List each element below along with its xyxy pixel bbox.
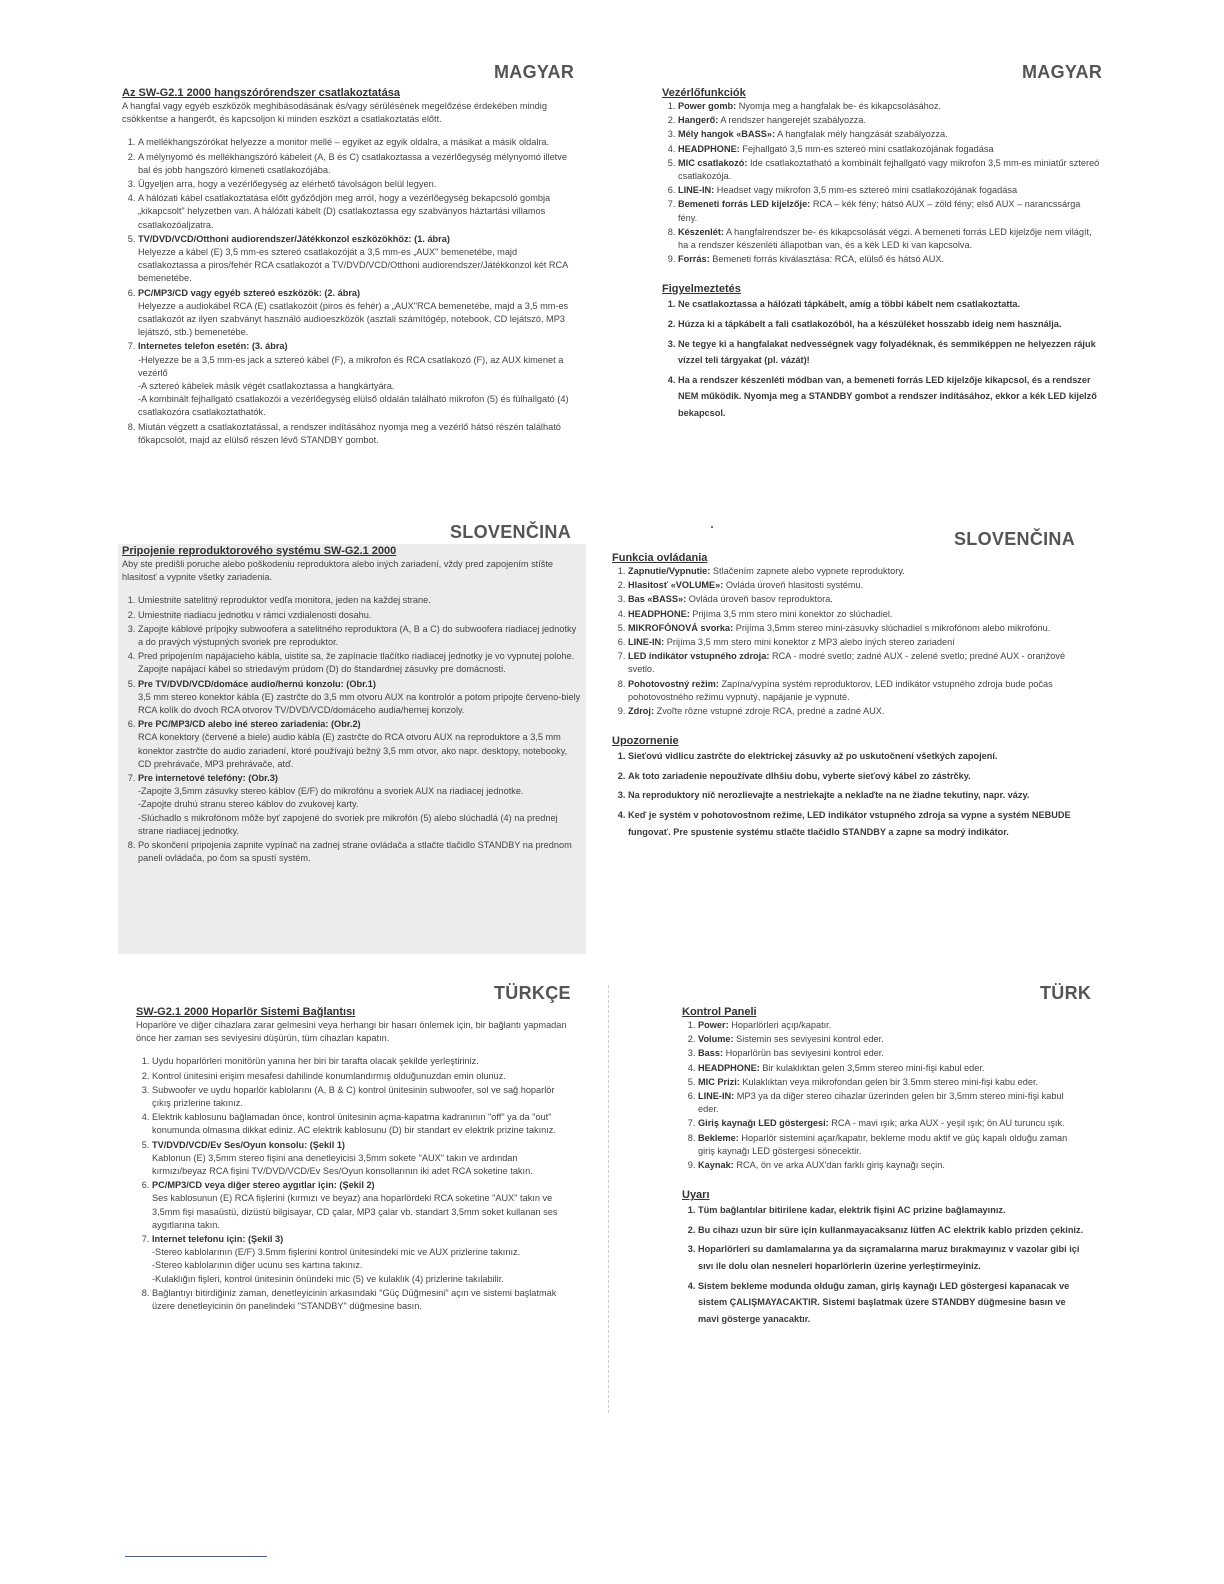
warning-item: 1. Sieťovú vidlicu zastrčte do elektrickej zásuvky až po uskutočnení všetkých zapojení. — [628, 748, 1084, 765]
lang-label-sk-right: SLOVENČINA — [954, 529, 1076, 549]
instruction-title: PC/MP3/CD veya diğer stereo aygıtlar için: (Şekil 2) — [152, 1180, 375, 1191]
instruction-item — [138, 594, 582, 607]
controls-heading: Kontrol Paneli — [682, 1006, 757, 1018]
control-title: Giriş kaynağı LED göstergesi: — [698, 1118, 829, 1129]
control-item — [628, 593, 1084, 606]
instruction-item — [152, 1139, 568, 1179]
warning-item: 4. Ha a rendszer készenléti módban van, a bemeneti forrás LED kijelzője kikapcsol, és a rendszer NEM működik. Nyomja meg a STANDBY gombot a rendszer indításához, ekkor a kék LED kijelző bekapcsol. — [678, 372, 1100, 422]
control-title: Hangerő: — [678, 115, 719, 126]
warning-item: 2. Húzza ki a tápkábelt a fali csatlakozóból, ha a készüléket hosszabb ideig nem használja. — [678, 316, 1100, 333]
instruction-list — [122, 594, 582, 865]
control-text: A rendszer hangerejét szabályozza. — [720, 115, 866, 126]
control-title: Mély hangok «BASS»: — [678, 129, 776, 140]
control-item — [678, 253, 1100, 266]
control-item — [698, 1062, 1086, 1075]
lang-label-hu-left: MAGYAR — [494, 62, 575, 82]
section-hu-controls — [662, 86, 1100, 425]
section-sk-connection — [118, 544, 586, 954]
control-title: Hlasitosť «VOLUME»: — [628, 580, 724, 591]
control-text: Hoparlörleri açıp/kapatır. — [731, 1020, 832, 1030]
control-item — [678, 100, 1100, 113]
control-text: Prijíma 3,5mm stereo mini-zásuvky slúchadiel s mikrofónom alebo mikrofónu. — [735, 622, 1051, 633]
control-title: HEADPHONE: — [628, 608, 690, 619]
control-text: RCA – kék fény; hátsó AUX – zöld fény; első AUX – narancssárga fény. — [678, 199, 1081, 223]
warning-item: 2. Bu cihazı uzun bir süre için kullanmayacaksanız lütfen AC elektrik kablo prizden çekiniz. — [698, 1222, 1086, 1239]
control-title: MIKROFÓNOVÁ svorka: — [628, 622, 734, 633]
control-text: Ovláda úroveň hlasitosti systému. — [725, 580, 864, 591]
lang-label-tr-right: TÜRK — [1040, 983, 1092, 1003]
warning-item: 4. Sistem bekleme modunda olduğu zaman, giriş kaynağı LED göstergesi kapanacak ve sistem ÇALIŞMAYACAKTIR. Sistemi başlatmak üzere STANDBY düğmesine basın ve mavi gösterge yanacaktır. — [698, 1278, 1086, 1328]
control-title: MIC Prizi: — [698, 1076, 740, 1087]
warning-item: 2. Ak toto zariadenie nepoužívate dlhšiu dobu, vyberte sieťový kábel zo zástrčky. — [628, 768, 1084, 785]
control-text: Headset vagy mikrofon 3,5 mm-es sztereó mini csatlakozójának fogadása — [716, 185, 1018, 196]
section-tr-connection — [136, 1005, 568, 1314]
section-hu-connection — [122, 86, 574, 448]
control-text: Sistemin ses seviyesini kontrol eder. — [736, 1034, 884, 1045]
instruction-subitem: -Stereo kablolarının (E/F) 3.5mm fişlerini kontrol ünitesindeki mic ve AUX prizlerine takınız. — [152, 1247, 521, 1258]
instruction-item — [138, 678, 582, 718]
instruction-text: Bağlantıyı bitirdiğiniz zaman, denetleyicinin arkasındaki "Güç Düğmesini" açın ve sistemi başlatmak üzere denetleyicinin ön panelindeki "STANDBY" düğmesine basın. — [152, 1287, 557, 1312]
control-item — [698, 1019, 1086, 1032]
control-text: MP3 ya da diğer stereo cihazlar üzerinden gelen bir 3,5mm stereo mini-fişi kabul eder. — [698, 1091, 1064, 1115]
instruction-title: Pre internetové telefóny: (Obr.3) — [138, 773, 278, 784]
lang-label-sk-left: SLOVENČINA — [450, 522, 572, 542]
instruction-item — [138, 421, 574, 447]
instruction-title: Internet telefonu için: (Şekil 3) — [152, 1234, 284, 1245]
instruction-title: TV/DVD/VCD/Ev Ses/Oyun konsolu: (Şekil 1) — [152, 1139, 345, 1150]
instruction-text: Helyezze a kábel (E) 3,5 mm-es sztereó csatlakozóját a 3,5 mm-es „AUX" bemenetébe, majd csatlakoztassa a piros/fehér RCA csatlakozót a TV/DVD/VCD/Otthoni audiorendszer/Játékkonzol két RCA bemenetébe. — [138, 247, 568, 284]
lang-label-hu-right: MAGYAR — [1022, 62, 1103, 82]
control-title: HEADPHONE: — [698, 1062, 760, 1073]
lang-label-tr-left: TÜRKÇE — [494, 983, 571, 1003]
control-title: Volume: — [698, 1034, 734, 1045]
warning-list — [662, 296, 1100, 421]
control-title: Zdroj: — [628, 706, 655, 717]
instruction-sublist — [152, 1246, 568, 1286]
instruction-subitem: -Slúchadlo s mikrofónom môže byť zapojené do svoriek pre mikrofón (5) alebo slúchadlá (4) na prednej strane riadiacej jednotky. — [138, 812, 558, 836]
instruction-text: Pred pripojením napájacieho kábla, uistite sa, že zapínacie tlačítko riadiacej jednotky je vo vypnutej polohe. Zapojte napájací kábel so striedavým prúdom (D) do štandardnej zásuvky pre domácnosti. — [138, 651, 575, 675]
control-text: RCA - modré svetlo; zadné AUX - zelené svetlo; predné AUX - oranžové svetlo. — [628, 651, 1066, 675]
instruction-item — [152, 1287, 568, 1313]
control-text: Ide csatlakoztatható a kombinált fejhallgató vagy mikrofon 3,5 mm-es miniatűr sztereó csatlakozója. — [678, 157, 1100, 182]
warning-list — [682, 1202, 1086, 1327]
control-text: A hangfalrendszer be- és kikapcsolását végzi. A bemeneti forrás LED kijelzője nem világít, ha a rendszer készenléti állapotban van, és a kék LED ki van kapcsolva. — [678, 226, 1092, 251]
control-title: MIC csatlakozó: — [678, 157, 748, 168]
control-title: Készenlét: — [678, 226, 724, 237]
control-item — [678, 226, 1100, 252]
control-title: LINE-IN: — [678, 185, 715, 196]
section-heading: Pripojenie reproduktorového systému SW-G2.1 2000 — [122, 545, 397, 557]
warning-heading: Figyelmeztetés — [662, 283, 741, 296]
control-title: LED indikátor vstupného zdroja: — [628, 651, 770, 662]
warning-item: 3. Ne tegye ki a hangfalakat nedvességnek vagy folyadéknak, és semmiképpen ne helyezzen rájuk vízzel teli tárgyakat (pl. vázát)! — [678, 336, 1100, 369]
instruction-text: RCA konektory (červené a biele) audio kábla (E) zastrčte do RCA otvoru AUX na reproduktore a 3,5 mm konektor zastrčte do audio zariadení, ktoré používajú bežný 3,5 mm otvor, ako napr. desktopy, notebooky, CD prehrávače, MP3 prehrávače, atď. — [138, 732, 568, 769]
control-text: Fejhallgató 3,5 mm-es sztereó mini csatlakozójának fogadása — [742, 143, 994, 154]
warning-item: 1. Ne csatlakoztassa a hálózati tápkábelt, amíg a többi kábelt nem csatlakoztatta. — [678, 296, 1100, 313]
instruction-item — [138, 178, 574, 191]
instruction-subitem: -Stereo kablolarının diğer ucunu ses kartına takınız. — [152, 1260, 363, 1271]
control-title: HEADPHONE: — [678, 143, 740, 154]
control-text: Zapína/vypína systém reproduktorov, LED indikátor vstupného zdroja bude počas pohotovostného režimu vypnutý, napájanie je vypnuté. — [628, 678, 1053, 702]
instruction-item — [138, 609, 582, 622]
section-sk-controls — [612, 551, 1084, 843]
control-item — [628, 565, 1084, 578]
instruction-text: Kablonun (E) 3,5mm stereo fişini ana denetleyicisi 3,5mm sokete "AUX" takın ve ardından kırmızı/beyaz RCA fişini TV/DVD/VCD/Ev Ses/Oyun konsollarının iki adet RCA soketine takın. — [152, 1152, 533, 1177]
footnote-separator — [125, 1556, 267, 1557]
instruction-item — [152, 1233, 568, 1286]
control-text: Kulaklıktan veya mikrofondan gelen bir 3.5mm stereo mini-fişi kabu eder. — [742, 1076, 1039, 1087]
instruction-text: Ses kablosunun (E) RCA fişlerini (kırmızı ve beyaz) ana hoparlördeki RCA soketine "AUX" takın ve 3,5mm fişi masaüstü, dizüstü bilgisayar, CD çalar, MP3 çalar vb. standart 3,5mm soket kullanan ses aygıtlarına takın. — [152, 1193, 558, 1230]
intro-text: A hangfal vagy egyéb eszközök meghibásodásának és/vagy sérülésének megelőzése érdekében mindig csökkentse a hangerőt, és kapcsoljon ki minden eszközt a csatlakoztatás előtt. — [122, 101, 547, 125]
instruction-text: Helyezze a audiokábel RCA (E) csatlakozóit (piros és fehér) a „AUX"RCA bemenetébe, majd a 3,5 mm-es csatlakozót az ilyen szabványt használó audioeszközök (asztali számítógép, notebook, CD lejátszó, MP3 lejátszó, stb.) bemenetébe. — [138, 300, 569, 338]
instruction-subitem: -Zapojte druhú stranu stereo káblov do zvukovej karty. — [138, 799, 359, 810]
instruction-text: Umiestnite satelitný reproduktor vedľa monitora, jeden na každej strane. — [138, 595, 431, 606]
controls-list — [682, 1019, 1086, 1172]
instruction-text: Umiestnite riadiacu jednotku v rámci vzdialenosti dosahu. — [138, 609, 372, 620]
instruction-item — [138, 718, 582, 771]
control-title: Pohotovostný režim: — [628, 678, 719, 689]
control-item — [698, 1132, 1086, 1158]
control-text: Nyomja meg a hangfalak be- és kikapcsolásához. — [738, 101, 941, 111]
instruction-list — [136, 1055, 568, 1313]
instruction-item — [138, 151, 574, 177]
control-text: RCA - mavi ışık; arka AUX - yeşil ışık; ön AU turuncu ışık. — [831, 1118, 1065, 1129]
control-item — [698, 1159, 1086, 1172]
control-text: Hoparlör sistemini açar/kapatır, bekleme modu aktif ve güç kapalı olduğu zaman giriş kaynağı LED göstergesi sönecektir. — [698, 1132, 1068, 1156]
control-item — [698, 1090, 1086, 1116]
instruction-text: 3,5 mm stereo konektor kábla (E) zastrčte do 3,5 mm otvoru AUX na kontrolór a potom pripojte červeno-biely RCA kolík do dvoch RCA otvorov TV/DVD/VCD/domáceho audia/hernej konzoly. — [138, 691, 581, 716]
control-title: Forrás: — [678, 254, 710, 265]
control-title: Kaynak: — [698, 1160, 734, 1171]
control-item — [678, 128, 1100, 141]
instruction-title: Pre TV/DVD/VCD/domáce audio/hernú konzolu: (Obr.1) — [138, 678, 376, 689]
control-item — [698, 1033, 1086, 1046]
scan-speck — [711, 526, 713, 528]
instruction-sublist — [138, 785, 582, 838]
instruction-item — [138, 340, 574, 419]
fold-line — [608, 985, 609, 1413]
instruction-text: Kontrol ünitesini erişim mesafesi dahilinde konumlandırmış olduğunuzdan emin olunuz. — [152, 1070, 506, 1081]
control-item — [678, 184, 1100, 197]
instruction-subitem: -A sztereó kábelek másik végét csatlakoztassa a hangkártyára. — [138, 381, 395, 392]
instruction-title: PC/MP3/CD vagy egyéb sztereó eszközök: (2. ábra) — [138, 287, 361, 298]
controls-list — [662, 100, 1100, 266]
control-item — [628, 678, 1084, 704]
section-heading: SW-G2.1 2000 Hoparlör Sistemi Bağlantısı — [136, 1006, 356, 1018]
control-title: Power: — [698, 1020, 729, 1030]
instruction-text: A hálózati kábel csatlakoztatása előtt győződjön meg arról, hogy a vezérlőegység bekapcsoló gombja „kikapcsolt" helyzetben van. A hálózati kábelt (D) csatlakoztassa egy szabványos háztartási villamos csatlakozóaljzatra. — [138, 193, 551, 230]
control-text: RCA, ön ve arka AUX'dan farklı giriş kaynağı seçin. — [736, 1160, 945, 1171]
warning-item: 3. Na reproduktory nič nerozlievajte a nestriekajte a neklaďte na ne žiadne tekutiny, napr. vázy. — [628, 787, 1084, 804]
instruction-text: Miután végzett a csatlakoztatással, a rendszer indításához nyomja meg a vezérlő hátsó részén található főkapcsolót, majd az elülső részen lévő STANDBY gombot. — [138, 421, 561, 445]
instruction-text: A mélynyomó és mellékhangszóró kábeleit (A, B és C) csatlakoztassa a vezérlőegység mélynyomó illetve bal és jobb hangszóró kimeneti csatlakozójába. — [138, 151, 567, 175]
instruction-item — [152, 1111, 568, 1137]
instruction-text: Ügyeljen arra, hogy a vezérlőegység az elérhető távolságon belül legyen. — [138, 179, 437, 190]
control-title: Zapnutie/Vypnutie: — [628, 566, 711, 576]
instruction-item — [138, 839, 582, 865]
instruction-item — [138, 623, 582, 649]
control-item — [678, 114, 1100, 127]
instruction-title: Internetes telefon esetén: (3. ábra) — [138, 341, 288, 352]
control-item — [698, 1117, 1086, 1130]
control-item — [628, 636, 1084, 649]
control-title: Power gomb: — [678, 101, 737, 111]
instruction-item — [138, 192, 574, 232]
control-text: Bemeneti forrás kiválasztása: RCA, elülső és hátsó AUX. — [712, 254, 945, 265]
control-title: Bemeneti forrás LED kijelzője: — [678, 199, 811, 210]
control-item — [678, 157, 1100, 183]
control-item — [678, 143, 1100, 156]
instruction-text: Zapojte káblové prípojky subwoofera a satelitného reproduktora (A, B a C) do subwoofera riadiacej jednotky a do pravých výstupných svoriek pre reproduktor. — [138, 623, 577, 648]
instruction-text: Uydu hoparlörleri monitörün yanına her biri bir tarafta olacak şekilde yerleştiriniz. — [152, 1056, 479, 1067]
control-text: Zvoľte rôzne vstupné zdroje RCA, predné a zadné AUX. — [656, 706, 885, 717]
warning-list — [612, 748, 1084, 840]
intro-text: Hoparlöre ve diğer cihazlara zarar gelmesini veya herhangi bir hasarı önlemek için, bir bağlantı yapmadan önce her zaman ses seviyesini düşürün, tüm cihazları kapatın. — [136, 1020, 567, 1044]
instruction-item — [138, 772, 582, 838]
warning-item: 1. Tüm bağlantılar bitirilene kadar, elektrik fişini AC prizine bağlamayınız. — [698, 1202, 1086, 1219]
control-text: A hangfalak mély hangzását szabályozza. — [777, 129, 948, 140]
section-heading: Az SW-G2.1 2000 hangszórórendszer csatlakoztatása — [122, 87, 400, 99]
instruction-sublist — [138, 354, 574, 420]
control-text: Ovláda úroveň basov reproduktora. — [688, 594, 833, 605]
warning-item: 4. Keď je systém v pohotovostnom režime, LED indikátor vstupného zdroja sa vypne a systém NEBUDE fungovať. Pre spustenie systému stlačte tlačidlo STANDBY a zapne sa modrý indikátor. — [628, 807, 1084, 840]
controls-heading: Vezérlőfunkciók — [662, 87, 746, 99]
control-title: Bass: — [698, 1048, 724, 1059]
control-item — [698, 1076, 1086, 1089]
instruction-text: A mellékhangszórókat helyezze a monitor mellé – egyiket az egyik oldalra, a másikat a másik oldalra. — [138, 137, 550, 148]
control-title: LINE-IN: — [698, 1091, 735, 1102]
instruction-title: Pre PC/MP3/CD alebo iné stereo zariadenia: (Obr.2) — [138, 719, 361, 730]
control-text: Bir kulaklıktan gelen 3,5mm stereo mini-fişi kabul eder. — [762, 1062, 985, 1073]
control-title: Bas «BASS»: — [628, 594, 687, 605]
instruction-list — [122, 136, 574, 447]
warning-heading: Uyarı — [682, 1189, 710, 1202]
instruction-title: TV/DVD/VCD/Otthoni audiorendszer/Játékkonzol eszközökhöz: (1. ábra) — [138, 233, 450, 244]
intro-text: Aby ste predišli poruche alebo poškodeniu reproduktora alebo iných zariadení, vždy pred zapojením stíšte hlasitosť a vypnite všetky zariadenia. — [122, 559, 554, 583]
instruction-subitem: -Zapojte 3,5mm zásuvky stereo káblov (E/F) do mikrofónu a svoriek AUX na riadiacej jednotke. — [138, 786, 524, 797]
control-text: Hoparlörün bas seviyesini kontrol eder. — [725, 1048, 884, 1059]
controls-heading: Funkcia ovládania — [612, 552, 708, 564]
control-item — [628, 622, 1084, 635]
instruction-item — [152, 1070, 568, 1083]
instruction-text: Subwoofer ve uydu hoparlör kablolarını (A, B & C) kontrol ünitesinin subwoofer, sol ve sağ hoparlör çıkış prizlerine takınız. — [152, 1084, 555, 1109]
instruction-item — [152, 1055, 568, 1068]
instruction-text: Po skončení pripojenia zapnite vypínač na zadnej strane ovládača a stlačte tlačidlo STANDBY na prednom paneli ovládača, po čom sa spustí systém. — [138, 840, 572, 864]
instruction-subitem: -A kombinált fejhallgató csatlakozói a vezérlőegység elülső oldalán található mikrofon (5) és fülhallgató (4) csatlakozóra csatlakoztathatók. — [138, 394, 569, 418]
control-item — [628, 608, 1084, 621]
instruction-subitem: -Kulaklığın fişleri, kontrol ünitesinin önündeki mic (5) ve kulaklık (4) prizlerine takılabilir. — [152, 1273, 504, 1284]
control-item — [678, 198, 1100, 224]
instruction-item — [152, 1179, 568, 1232]
control-item — [628, 705, 1084, 718]
control-title: Bekleme: — [698, 1132, 739, 1143]
instruction-item — [138, 287, 574, 340]
instruction-item — [138, 650, 582, 676]
warning-heading: Upozornenie — [612, 735, 679, 748]
section-tr-controls — [682, 1005, 1086, 1330]
control-title: LINE-IN: — [628, 637, 665, 648]
control-text: Stlačením zapnete alebo vypnete reproduktory. — [712, 566, 905, 576]
instruction-item — [138, 233, 574, 286]
control-item — [628, 650, 1084, 676]
instruction-item — [152, 1084, 568, 1110]
instruction-subitem: -Helyezze be a 3,5 mm-es jack a sztereó kábel (F), a mikrofon és RCA csatlakozó (F), az AUX kimenet a vezérlő — [138, 354, 564, 378]
control-item — [628, 579, 1084, 592]
warning-item: 3. Hoparlörleri su damlamalarına ya da sıçramalarına maruz bırakmayınız v vazolar gibi içi sıvı ile dolu olan nesneleri hoparlörlerin üzerine yerleştirmeyiniz. — [698, 1241, 1086, 1274]
control-text: Prijíma 3,5 mm stero mini konektor zo slúchadiel. — [692, 608, 893, 619]
control-text: Prijíma 3,5 mm stero mini konektor z MP3 alebo iných stereo zariadení — [666, 637, 955, 648]
controls-list — [612, 565, 1084, 718]
instruction-item — [138, 136, 574, 149]
control-item — [698, 1047, 1086, 1060]
instruction-text: Elektrik kablosunu bağlamadan önce, kontrol ünitesinin açma-kapatma kadranının "off" ya da "out" konumunda olmasına dikkat ediniz. AC elektrik kablosunu (D) bir standart ev elektrik prizine takınız. — [152, 1112, 556, 1136]
